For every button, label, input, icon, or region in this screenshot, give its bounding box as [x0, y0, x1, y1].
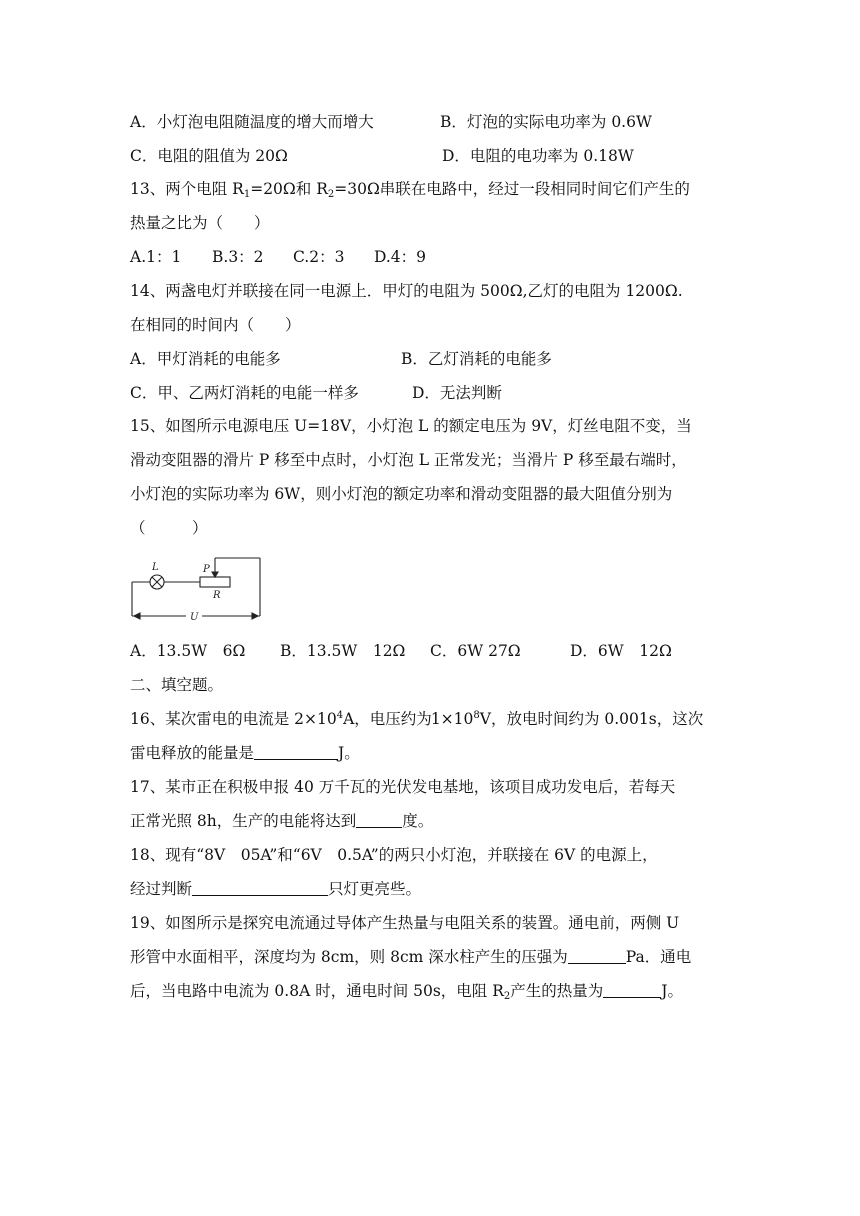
q17-answer-blank[interactable]: [356, 813, 402, 828]
q15-stem-line4: （ ）: [130, 519, 208, 537]
circuit-diagram: [128, 550, 268, 630]
slider-arrow: [212, 572, 218, 577]
q15-option-b: B．13.5W 12Ω: [280, 642, 406, 660]
q12-option-b: B．灯泡的实际电功率为 0.6W: [440, 113, 652, 131]
q13-stem-line1: 13、两个电阻 $R_1=20\Omega$和 $R_2=30\Omega$串联在电路中，经过一段相同时间它们产生的: [130, 180, 690, 200]
q13-option-a: A.1：1: [130, 248, 182, 266]
q17-line2: 正常光照 8h，生产的电能将达到 度。: [130, 812, 434, 830]
label-U: U: [190, 612, 199, 623]
q14-option-c: C．甲、乙两灯消耗的电能一样多: [130, 384, 359, 402]
q18-answer-blank[interactable]: [192, 881, 328, 896]
q15-option-a: A．13.5W 6Ω: [130, 642, 246, 660]
q18-line2: 经过判断 只灯更亮些。: [130, 880, 422, 898]
q14-option-a: A．甲灯消耗的电能多: [130, 350, 281, 368]
q19-line1: 19、如图所示是探究电流通过导体产生热量与电阻关系的装置。通电前，两侧 U: [130, 914, 680, 932]
q16-answer-blank[interactable]: [254, 745, 338, 760]
q14-stem-line2: 在相同的时间内（ ）: [130, 316, 301, 334]
section-title: 二、填空题。: [130, 676, 224, 694]
q13-option-d: D.4：9: [374, 248, 427, 266]
label-L: L: [152, 562, 159, 573]
q15-option-d: D．6W 12Ω: [570, 642, 672, 660]
q16-line1: 16、某次雷电的电流是 $2\times 10^4A$，电压约为$1\times 10^8V$，放电时间约为 0.001s，这次: [130, 710, 704, 728]
q12-option-a: A．小灯泡电阻随温度的增大而增大: [130, 113, 374, 131]
q15-stem-line3: 小灯泡的实际功率为 6W，则小灯泡的额定功率和滑动变阻器的最大阻值分别为: [130, 485, 673, 503]
q15-stem-line1: 15、如图所示电源电压 U=18V，小灯泡 L 的额定电压为 9V，灯丝电阻不变，当: [130, 417, 692, 435]
q14-stem-line1: 14、两盏电灯并联接在同一电源上．甲灯的电阻为 500Ω,乙灯的电阻为 1200Ω.: [130, 282, 683, 300]
resistor-symbol: [200, 577, 230, 587]
q14-option-d: D．无法判断: [412, 384, 502, 402]
q17-line1: 17、某市正在积极申报 40 万千瓦的光伏发电基地，该项目成功发电后，若每天: [130, 778, 676, 796]
q13-option-c: C.2：3: [293, 248, 345, 266]
q18-line1: 18、现有“8V 05A”和“6V 0.5A”的两只小灯泡，并联接在 6V 的电源上，: [130, 846, 658, 864]
label-R: R: [213, 590, 221, 601]
q19-pressure-blank[interactable]: [568, 949, 626, 964]
q13-option-b: B.3：2: [212, 248, 264, 266]
q12-option-d: D．电阻的电功率为 0.18W: [442, 147, 634, 165]
q19-heat-blank[interactable]: [603, 983, 661, 998]
q15-stem-line2: 滑动变阻器的滑片 P 移至中点时，小灯泡 L 正常发光；当滑片 P 移至最右端时，: [130, 451, 687, 469]
q15-option-c: C．6W 27Ω: [430, 642, 521, 660]
q16-line2: 雷电释放的能量是 J。: [130, 744, 360, 762]
q19-line3: 后，当电路中电流为 0.8A 时，通电时间 50s，电阻 $R_2$产生的热量为 J。: [130, 982, 684, 1002]
q12-option-c: C．电阻的阻值为 20Ω: [130, 147, 288, 165]
label-P: P: [203, 564, 210, 575]
q19-line2: 形管中水面相平，深度均为 8cm，则 8cm 深水柱产生的压强为 Pa．通电: [130, 948, 692, 966]
q14-option-b: B．乙灯消耗的电能多: [401, 350, 552, 368]
q13-stem-line2: 热量之比为（ ）: [130, 214, 270, 232]
